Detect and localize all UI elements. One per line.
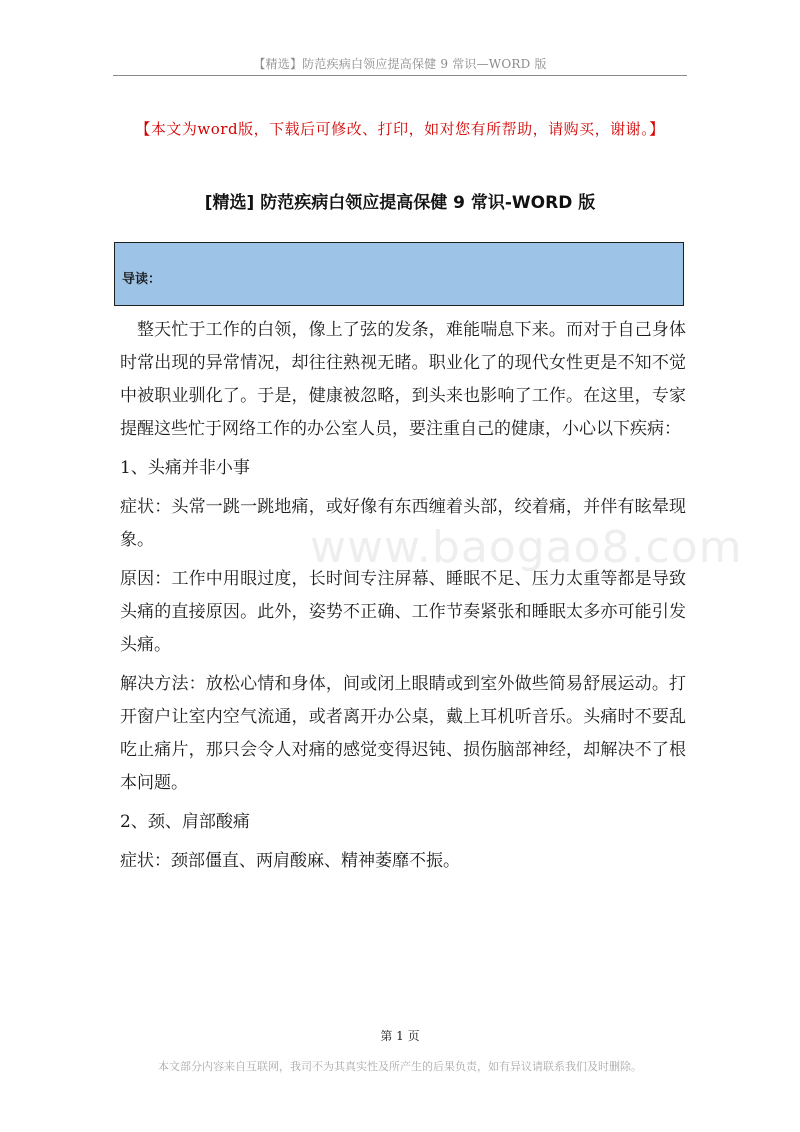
page-footer: 本文部分内容来自互联网，我司不为其真实性及所产生的后果负责，如有异议请联系我们及时删除。 <box>158 1060 642 1073</box>
header-divider <box>113 75 687 76</box>
headache-causes: 原因：工作中用眼过度，长时间专注屏幕、睡眠不足、压力太重等都是导致头痛的直接原因。此外，姿势不正确、工作节奏紧张和睡眠太多亦可能引发头痛。 <box>120 569 686 655</box>
watermark: www.baogao8.com <box>310 522 743 573</box>
section-heading-neck-shoulder: 2、颈、肩部酸痛 <box>120 812 250 832</box>
document-title: [精选] 防范疾病白领应提高保健 9 常识-WORD 版 <box>204 193 596 213</box>
intro-paragraph: 整天忙于工作的白领，像上了弦的发条，难能喘息下来。而对于自己身体时常出现的异常情况，却往往熟视无睹。职业化了的现代女性更是不知不觉中被职业驯化了。于是，健康被忽略，到头来也影响了工作。在这里，专家提醒这些忙于网络工作的办公室人员，要注重自己的健康，小心以下疾病： <box>120 320 686 439</box>
purchase-notice: 【本文为word版，下载后可修改、打印，如对您有所帮助，请购买，谢谢。】 <box>135 120 665 138</box>
intro-box <box>114 242 684 306</box>
headache-symptoms: 症状：头常一跳一跳地痛，或好像有东西缠着头部，绞着痛，并伴有眩晕现象。 <box>120 497 686 550</box>
page-header: 【精选】防范疾病白领应提高保健 9 常识—WORD 版 <box>253 57 547 71</box>
section-heading-headache: 1、头痛并非小事 <box>120 458 250 478</box>
document-body <box>120 314 686 878</box>
page-number: 第 1 页 <box>380 1029 420 1043</box>
headache-solutions: 解决方法：放松心情和身体，间或闭上眼睛或到室外做些简易舒展运动。打开窗户让室内空气流通，或者离开办公桌，戴上耳机听音乐。头痛时不要乱吃止痛片，那只会令人对痛的感觉变得迟钝、损伤脑部神经，却解决不了根本问题。 <box>120 674 686 793</box>
intro-label: 导读： <box>122 272 162 287</box>
neck-shoulder-symptoms: 症状：颈部僵直、两肩酸麻、精神萎靡不振。 <box>120 851 460 871</box>
